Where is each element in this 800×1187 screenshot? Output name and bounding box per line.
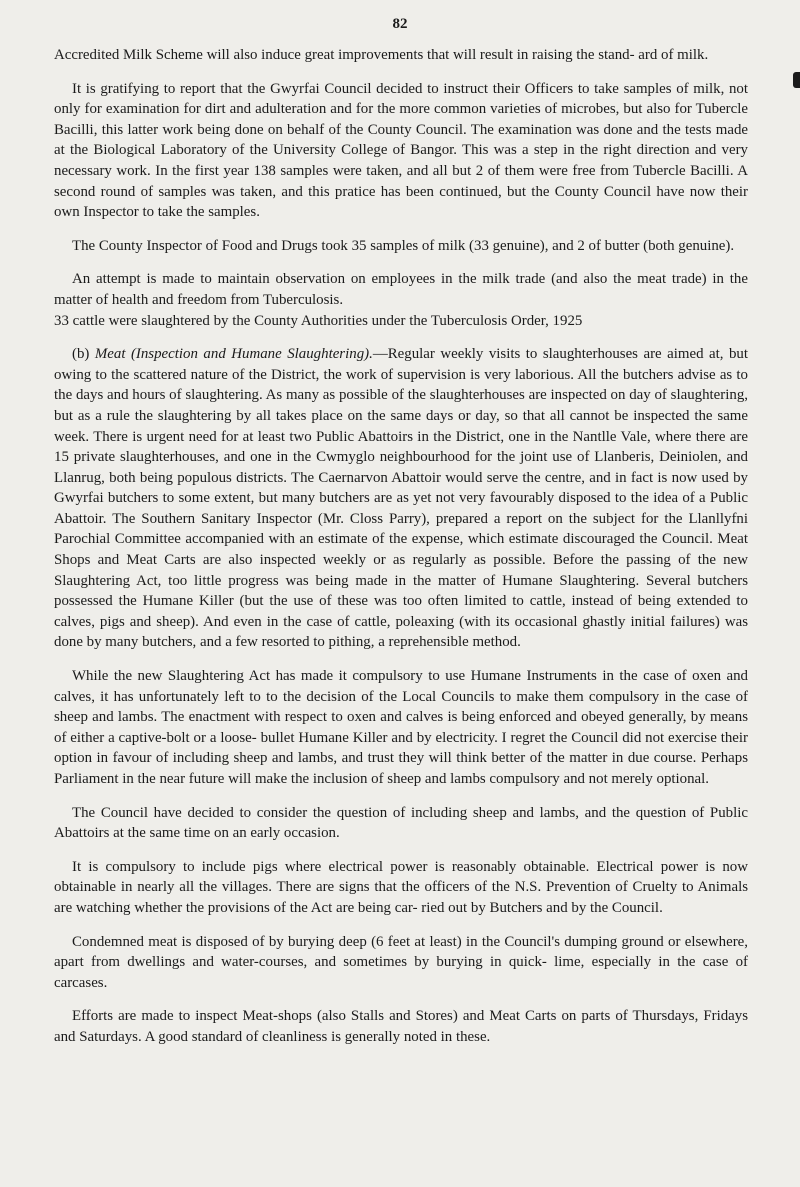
paragraph-food-drugs: The County Inspector of Food and Drugs took 35 samples of milk (33 genuine), and 2 of butter (both genuine). [72,237,735,254]
paragraph-council-decision: The Council have decided to consider the question of including sheep and lambs, and the question of Public Abattoirs at the same time on an early occasion. [54,804,748,842]
section-body: —Regular weekly visits to slaughterhouses are aimed at, but owing to the scattered nature of the District, the work of supervision is very laborious. All the butchers advise as to the days and hours of slaughtering. As many as possible of the slaughterhouses are inspected on day of slaughtering, but as a rule the slaughtering by all takes place on the same days or day, so that all cannot be inspected the same week. There is urgent need for at least two Public Abattoirs in the District, one in the Nantlle Vale, where there are 15 private slaughterhouses, and one in the Cwmyglo neighbourhood for the joint use of Llanberis, Deiniolen, and Llanrug, both being populous districts. The Caernarvon Abattoir would serve the centre, and in fact is now used by Gwyrfai butchers to some extent, but many butchers are as yet not very favourably disposed to the idea of a Public Abattoir. The Southern Sanitary Inspector (Mr. Closs Parry), prepared a report on the subject for the Llanllyfni Parochial Committee accompanied with an estimate of the expense, which estimate discouraged the Council. Meat Shops and Meat Carts are also inspected weekly or as regularly as possible. Before the passing of the new Slaughtering Act, too little progress was being made in the matter of Humane Slaughtering. Several butchers possessed the Humane Killer (but the use of these was too often limited to cattle, instead of being extended to calves, pigs and sheep). And even in the case of cattle, poleaxing (with its occasional ghastly initial failures) was done by many butchers, and a few resorted to pithing, a reprehensible method. [54,346,749,651]
section-marker: (b) [72,346,95,363]
paragraph-meat-shops: Efforts are made to inspect Meat-shops (also Stalls and Stores) and Meat Carts on parts of Thursdays, Fridays and Saturdays. A good standard of cleanliness is generally noted in these. [54,1008,748,1045]
paragraph-gwyrfai-samples: It is gratifying to report that the Gwyrfai Council decided to instruct their Officers to take samples of milk, not only for examination for dirt and adulteration and for the more common varieties of microbes, but also for Tubercle Bacilli, this latter work being done on behalf of the County Council. The examination was done and the tests made at the Biological Laboratory of the University College of Bangor. This was a step in the right direction and very necessary work. In the first year 138 samples were taken, and all but 2 of them were free from Tubercle Bacilli. A second round of samples was taken, and this pratice has been continued, but the County Council have now their own Inspector to take the samples. [54,80,748,221]
edge-mark [793,72,800,88]
page-number: 82 [392,16,408,32]
paragraph-meat-inspection [54,344,748,653]
paragraph-cattle: 33 cattle were slaughtered by the County Authorities under the Tuberculosis Order, 1925 [54,312,583,329]
paragraph-condemned-meat: Condemned meat is disposed of by burying deep (6 feet at least) in the Council's dumping ground or elsewhere, apart from dwellings and water-courses, and sometimes by burying in quick- lime, especially in the case of carcases. [54,933,748,991]
paragraph-milk-scheme: Accredited Milk Scheme will also induce great improvements that will result in raising the stand- ard of milk. [54,47,709,63]
paragraph-pigs-electrical: It is compulsory to include pigs where electrical power is reasonably obtainable. Electrical power is now obtainable in nearly all the villages. There are signs that the officers of the N.S. Prevention of Cruelty to Animals are watching whether the provisions of the Act are being car- ried out by Butchers and by the Council. [54,858,748,916]
document-body [54,45,748,1061]
section-heading: Meat (Inspection and Humane Slaughtering). [94,346,373,363]
paragraph-employees: An attempt is made to maintain observation on employees in the milk trade (and also the meat trade) in the matter of health and freedom from Tuberculosis. [54,271,748,308]
paragraph-slaughtering-act: While the new Slaughtering Act has made it compulsory to use Humane Instruments in the case of oxen and calves, it has unfortunately left to to the decision of the Local Councils to make them compulsory in the case of sheep and lambs. The enactment with respect to oxen and calves is being enforced and obeyed generally, by means of either a captive-bolt or a loose- bullet Humane Killer and by electricity. I regret the Council did not exercise their option in favour of including sheep and lambs, and trust they will think better of the matter in due course. Perhaps Parliament in the near future will make the inclusion of sheep and lambs compulsory and not merely optional. [54,668,748,787]
